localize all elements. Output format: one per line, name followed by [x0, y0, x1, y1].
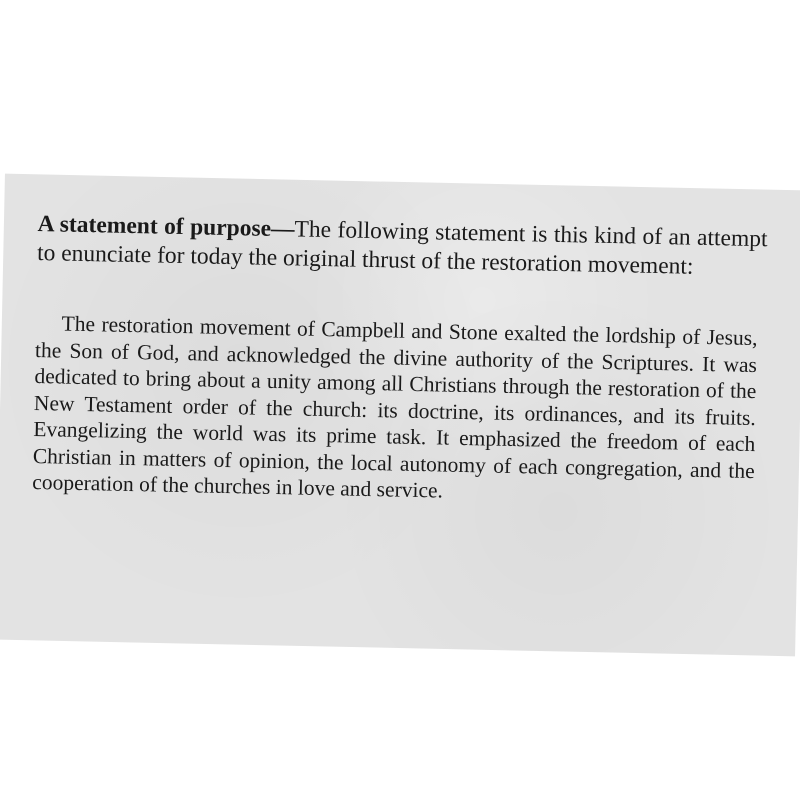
document-text: [32, 210, 768, 511]
quoted-statement: The restoration movement of Campbell and Stone exalted the lordship of Jesus, the Son of God, and acknowledged the divine authority of the Scriptures. It was dedicated to bring about a unity among all Christians through the restoration of the New Testament order of the church: its doctrine, its ordinances, and its fruits. Evangelizing the world was its prime task. It emphasized the freedom of each Christian in matters of opinion, the local autonomy of each congregation, and the cooperation of the churches in love and service.: [32, 311, 758, 503]
intro-text: The following statement is this kind of an attempt to enunciate for today the original thrust of the restoration movement:: [36, 216, 768, 280]
heading-dash: —: [270, 215, 295, 243]
section-heading: A statement of purpose: [37, 210, 272, 242]
